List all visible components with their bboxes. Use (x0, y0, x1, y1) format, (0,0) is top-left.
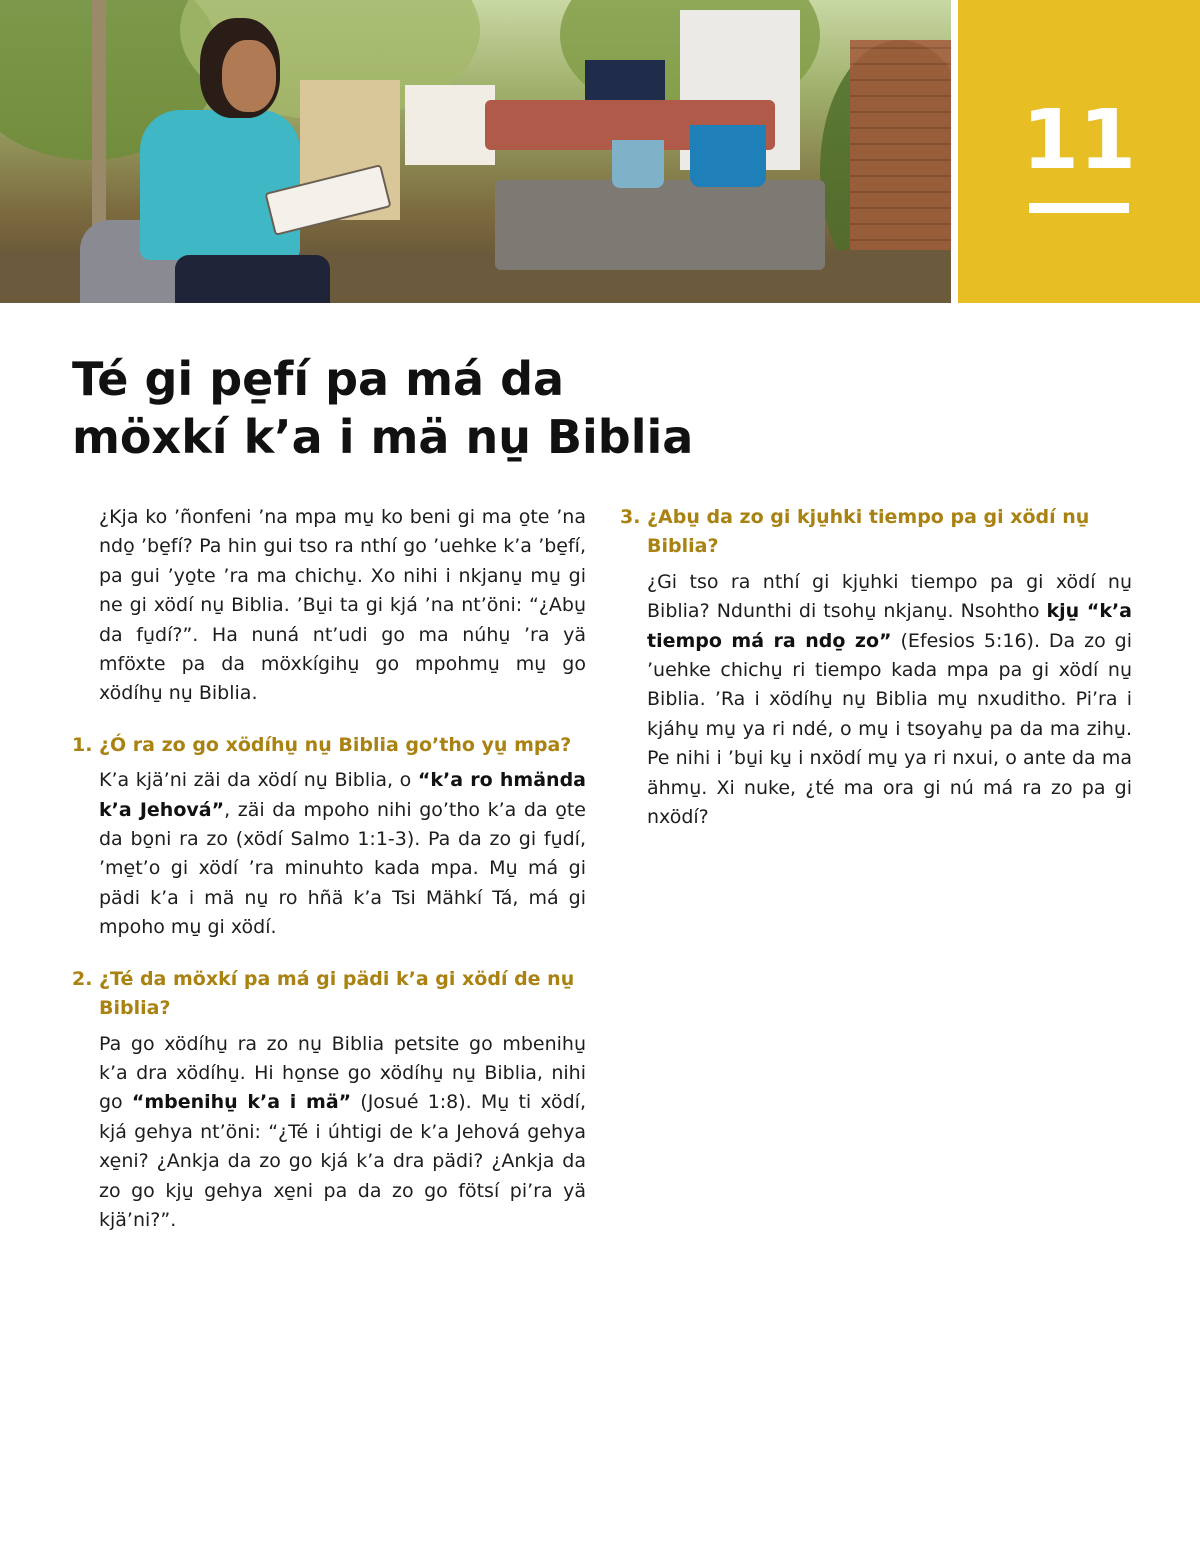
lesson-number-tile (958, 0, 1200, 303)
section-3 (620, 503, 1132, 832)
intro-paragraph: ¿Kja ko ’ñonfeni ’na mpa mu̱ ko beni gi ma o̱te ’na ndo̱ ’be̱fí? Pa hin gui tso ra nthí go ’uehke k’a ’be̱fí, pa gui ’yo̱te ’ra ma chichu̱. Xo nihi i nkjanu̱ mu̱ gi ne gi xödí nu̱ Biblia. ’Bu̱i ta gi kjá ’na nt’öni: “¿Abu̱ da fu̱dí?”. Ha nuná nt’udi go ma núhu̱ ’ra yä mföxte pa da möxkígihu̱ go mpohmu̱ mu̱ go xödíhu̱ nu̱ Biblia. (99, 506, 586, 705)
answer-emphasis: kju̱ “k’a tiempo má ra ndo̱ zo” (647, 600, 1133, 652)
hanging-cloth (405, 85, 495, 165)
answer-text: ¿Gi tso ra nthí gi kju̱hki tiempo pa gi xödí nu̱ Biblia? Ndunthi di tsohu̱ nkjanu̱. Nsohtho (647, 570, 1132, 623)
person-legs (175, 255, 330, 303)
hero-photo (0, 0, 951, 303)
bucket (690, 125, 766, 187)
left-column (72, 503, 586, 1257)
section-1 (72, 731, 586, 943)
question-heading (72, 731, 586, 760)
answer-paragraph (72, 766, 586, 942)
question-heading (620, 503, 1132, 562)
bucket (612, 140, 664, 188)
answer-paragraph (72, 1030, 586, 1236)
right-column (620, 503, 1132, 854)
answer-text: , zäi da mpoho nihi go’tho k’a da o̱te da bo̱ni ra zo (xödí Salmo 1:1-3). Pa da zo gi fu̱dí, ’me̱t’o gi xödí ’ra minuhto kada mpa. Mu̱ má gi pädi k’a i mä nu̱ ro hñä k’a Tsi Mähkí Tá, má gi mpoho mu̱ gi xödí. (99, 798, 586, 939)
answer-paragraph (620, 568, 1132, 833)
question-number: 1. (72, 733, 93, 756)
answer-emphasis: “mbenihu̱ k’a i mä” (131, 1091, 352, 1114)
stone-sink (495, 180, 825, 270)
lesson-number-underline (1029, 203, 1129, 213)
question-text: ¿Abu̱ da zo gi kju̱hki tiempo pa gi xödí nu̱ Biblia? (647, 506, 1090, 558)
lesson-number: 11 (1021, 93, 1137, 188)
section-2 (72, 965, 586, 1236)
question-text: ¿Ó ra zo go xödíhu̱ nu̱ Biblia go’tho yu̱ mpa? (99, 733, 572, 756)
answer-text: Pa go xödíhu̱ ra zo nu̱ Biblia petsite go mbenihu̱ k’a dra xödíhu̱. Hi ho̱nse go xödíhu̱ nu̱ Biblia, nihi go (99, 1032, 586, 1114)
question-number: 3. (620, 506, 641, 528)
answer-text: (Efesios 5:16). Da zo gi ’uehke chichu̱ ri tiempo kada mpa pa gi xödí nu̱ Biblia. ’Ra i xödíhu̱ nu̱ Biblia mu̱ nxuditho. Pi’ra i kjáhu̱ mu̱ ya ri ndé, o mu̱ i tsoyahu̱ pa da ma zihu̱. Pe nihi i ’bu̱i ku̱ i nxödí mu̱ ya ri nxui, o ante da ma ähmu̱. Xi nuke, ¿té ma ora gi nú má ra zo pa gi nxödí? (647, 629, 1132, 829)
question-text: ¿Té da möxkí pa má gi pädi k’a gi xödí de nu̱ Biblia? (99, 967, 575, 1020)
answer-emphasis: “k’a ro hmända k’a Jehová” (99, 769, 586, 821)
person-face (222, 40, 276, 112)
question-number: 2. (72, 967, 93, 990)
person-body (140, 110, 300, 260)
answer-text: (Josué 1:8). Mu̱ ti xödí, kjá gehya nt’öni: “¿Té i úhtigi de k’a Jehová gehya xe̱ni? ¿Ankja da zo go kjá k’a dra pädi? ¿Ankja da zo go kju̱ gehya xe̱ni pa da zo go fötsí pi’ra yä kjä’ni?”. (99, 1091, 586, 1231)
answer-text: K’a kjä’ni zäi da xödí nu̱ Biblia, o (99, 769, 418, 792)
page-title: Té gi pe̱fí pa má da möxkí k’a i mä nu̱ Biblia (72, 352, 694, 464)
question-heading (72, 965, 586, 1024)
